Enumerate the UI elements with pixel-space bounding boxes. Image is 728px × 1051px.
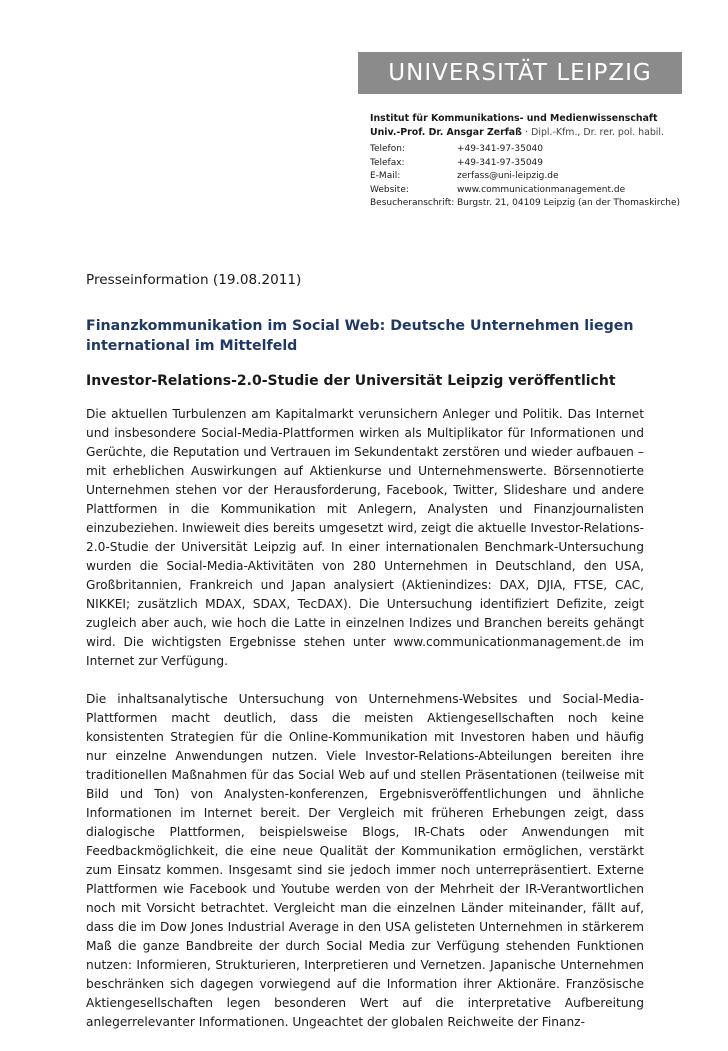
contact-label: Telefon: [370, 144, 405, 154]
contact-table [370, 143, 680, 211]
headline: Finanzkommunikation im Social Web: Deutsche Unternehmen liegen international im Mittelfeld [86, 318, 634, 354]
contact-label: Besucheranschrift: [370, 198, 455, 209]
professor-titles: · Dipl.-Kfm., Dr. rer. pol. habil. [525, 127, 664, 138]
contact-value: zerfass@uni-leipzig.de [457, 171, 559, 182]
contact-row-email [370, 170, 680, 184]
contact-label: Website: [370, 184, 409, 195]
contact-row-phone [370, 143, 680, 157]
professor-line [370, 126, 664, 140]
professor-name: Univ.-Prof. Dr. Ansgar Zerfaß [370, 127, 522, 138]
paragraph: Die aktuellen Turbulenzen am Kapitalmarkt verunsichern Anleger und Politik. Das Internet und insbesondere Social-Media-Plattformen wirken als Multiplikator für Informationen und Gerüchte, die Reputation und Vertrauen im Sekundentakt zerstören und wieder aufbauen – mit erheblichen Auswirkungen auf Aktienkurse und Unternehmenswerte. Börsennotierte Unternehmen stehen vor der Herausforderung, Facebook, Twitter, Slideshare und andere Plattformen in die Kommunikation mit Anlegern, Analysten und Finanzjournalisten einzubeziehen. Inwieweit dies bereits umgesetzt wird, zeigt die aktuelle Investor-Relations-2.0-Studie der Universität Leipzig auf. In einer internationalen Benchmark-Untersuchung wurden die Social-Media-Aktivitäten von 280 Unternehmen in Deutschland, den USA, Großbritannien, Frankreich und Japan analysiert (Aktienindizes: DAX, DJIA, FTSE, CAC, NIKKEI; zusätzlich MDAX, SDAX, TecDAX). Die Untersuchung identifiziert Defizite, zeigt zugleich aber auch, wie hoch die Latte in einzelnen Indizes und Branchen bereits gehängt wird. Die wichtigsten Ergebnisse stehen unter www.communicationmanagement.de im Internet zur Verfügung. [86, 407, 644, 668]
contact-value: +49-341-97-35049 [457, 157, 543, 168]
contact-row-fax [370, 157, 680, 171]
contact-label: Telefax: [370, 157, 405, 168]
contact-label: E-Mail: [370, 171, 401, 182]
institute-name: Institut für Kommunikations- und Medienwissenschaft [370, 113, 658, 124]
contact-row-address [370, 197, 680, 211]
contact-row-website [370, 184, 680, 198]
university-logo: UNIVERSITÄT LEIPZIG [358, 52, 682, 94]
paragraph: Die inhaltsanalytische Untersuchung von Unternehmens-Websites und Social-Media-Plattformen macht deutlich, dass die meisten Aktiengesellschaften noch keine konsistenten Strategien für die Online-Kommunikation mit Investoren haben und häufig nur einzelne Anwendungen nutzen. Viele Investor-Relations-Abteilungen bereiten ihre traditionellen Maßnahmen für das Social Web auf und stellen Präsentationen (teilweise mit Bild und Ton) von Analysten-konferenzen, Ergebnisveröffentlichungen und ähnliche Informationen im Internet bereit. Der Vergleich mit früheren Erhebungen zeigt, dass dialogische Plattformen, beispielsweise Blogs, IR-Chats oder Anwendungen mit Feedbackmöglichkeit, die eine neue Qualität der Kommunikation ermöglichen, verstärkt zum Einsatz kommen. Insgesamt sind sie jedoch immer noch unterrepräsentiert. Externe Plattformen wie Facebook und Youtube werden von der Mehrheit der IR-Verantwortlichen noch mit Vorsicht betrachtet. Vergleicht man die einzelnen Länder miteinander, fällt auf, dass die im Dow Jones Industrial Average in den USA gelisteten Unternehmen in stärkerem Maß die ganze Bandbreite der durch Social Media zur Verfügung stehenden Funktionen nutzen: Informieren, Strukturieren, Interpretieren und Vernetzen. Japanische Unternehmen beschränken sich dagegen vorwiegend auf die Information ihrer Aktionäre. Französische Aktiengesellschaften legen besonderen Wert auf die interpretative Aufbereitung anlegerrelevanter Informationen. Ungeachtet der globalen Reichweite der Finanz- [86, 692, 644, 1029]
subheadline: Investor-Relations-2.0-Studie der Universität Leipzig veröffentlicht [86, 373, 616, 389]
body-text [86, 405, 644, 1051]
institute-block [370, 112, 664, 140]
contact-value: www.communicationmanagement.de [457, 184, 626, 195]
contact-value: Burgstr. 21, 04109 Leipzig (an der Thomaskirche) [457, 198, 681, 209]
press-release-date: Presseinformation (19.08.2011) [86, 272, 302, 288]
contact-value: +49-341-97-35040 [457, 144, 543, 154]
